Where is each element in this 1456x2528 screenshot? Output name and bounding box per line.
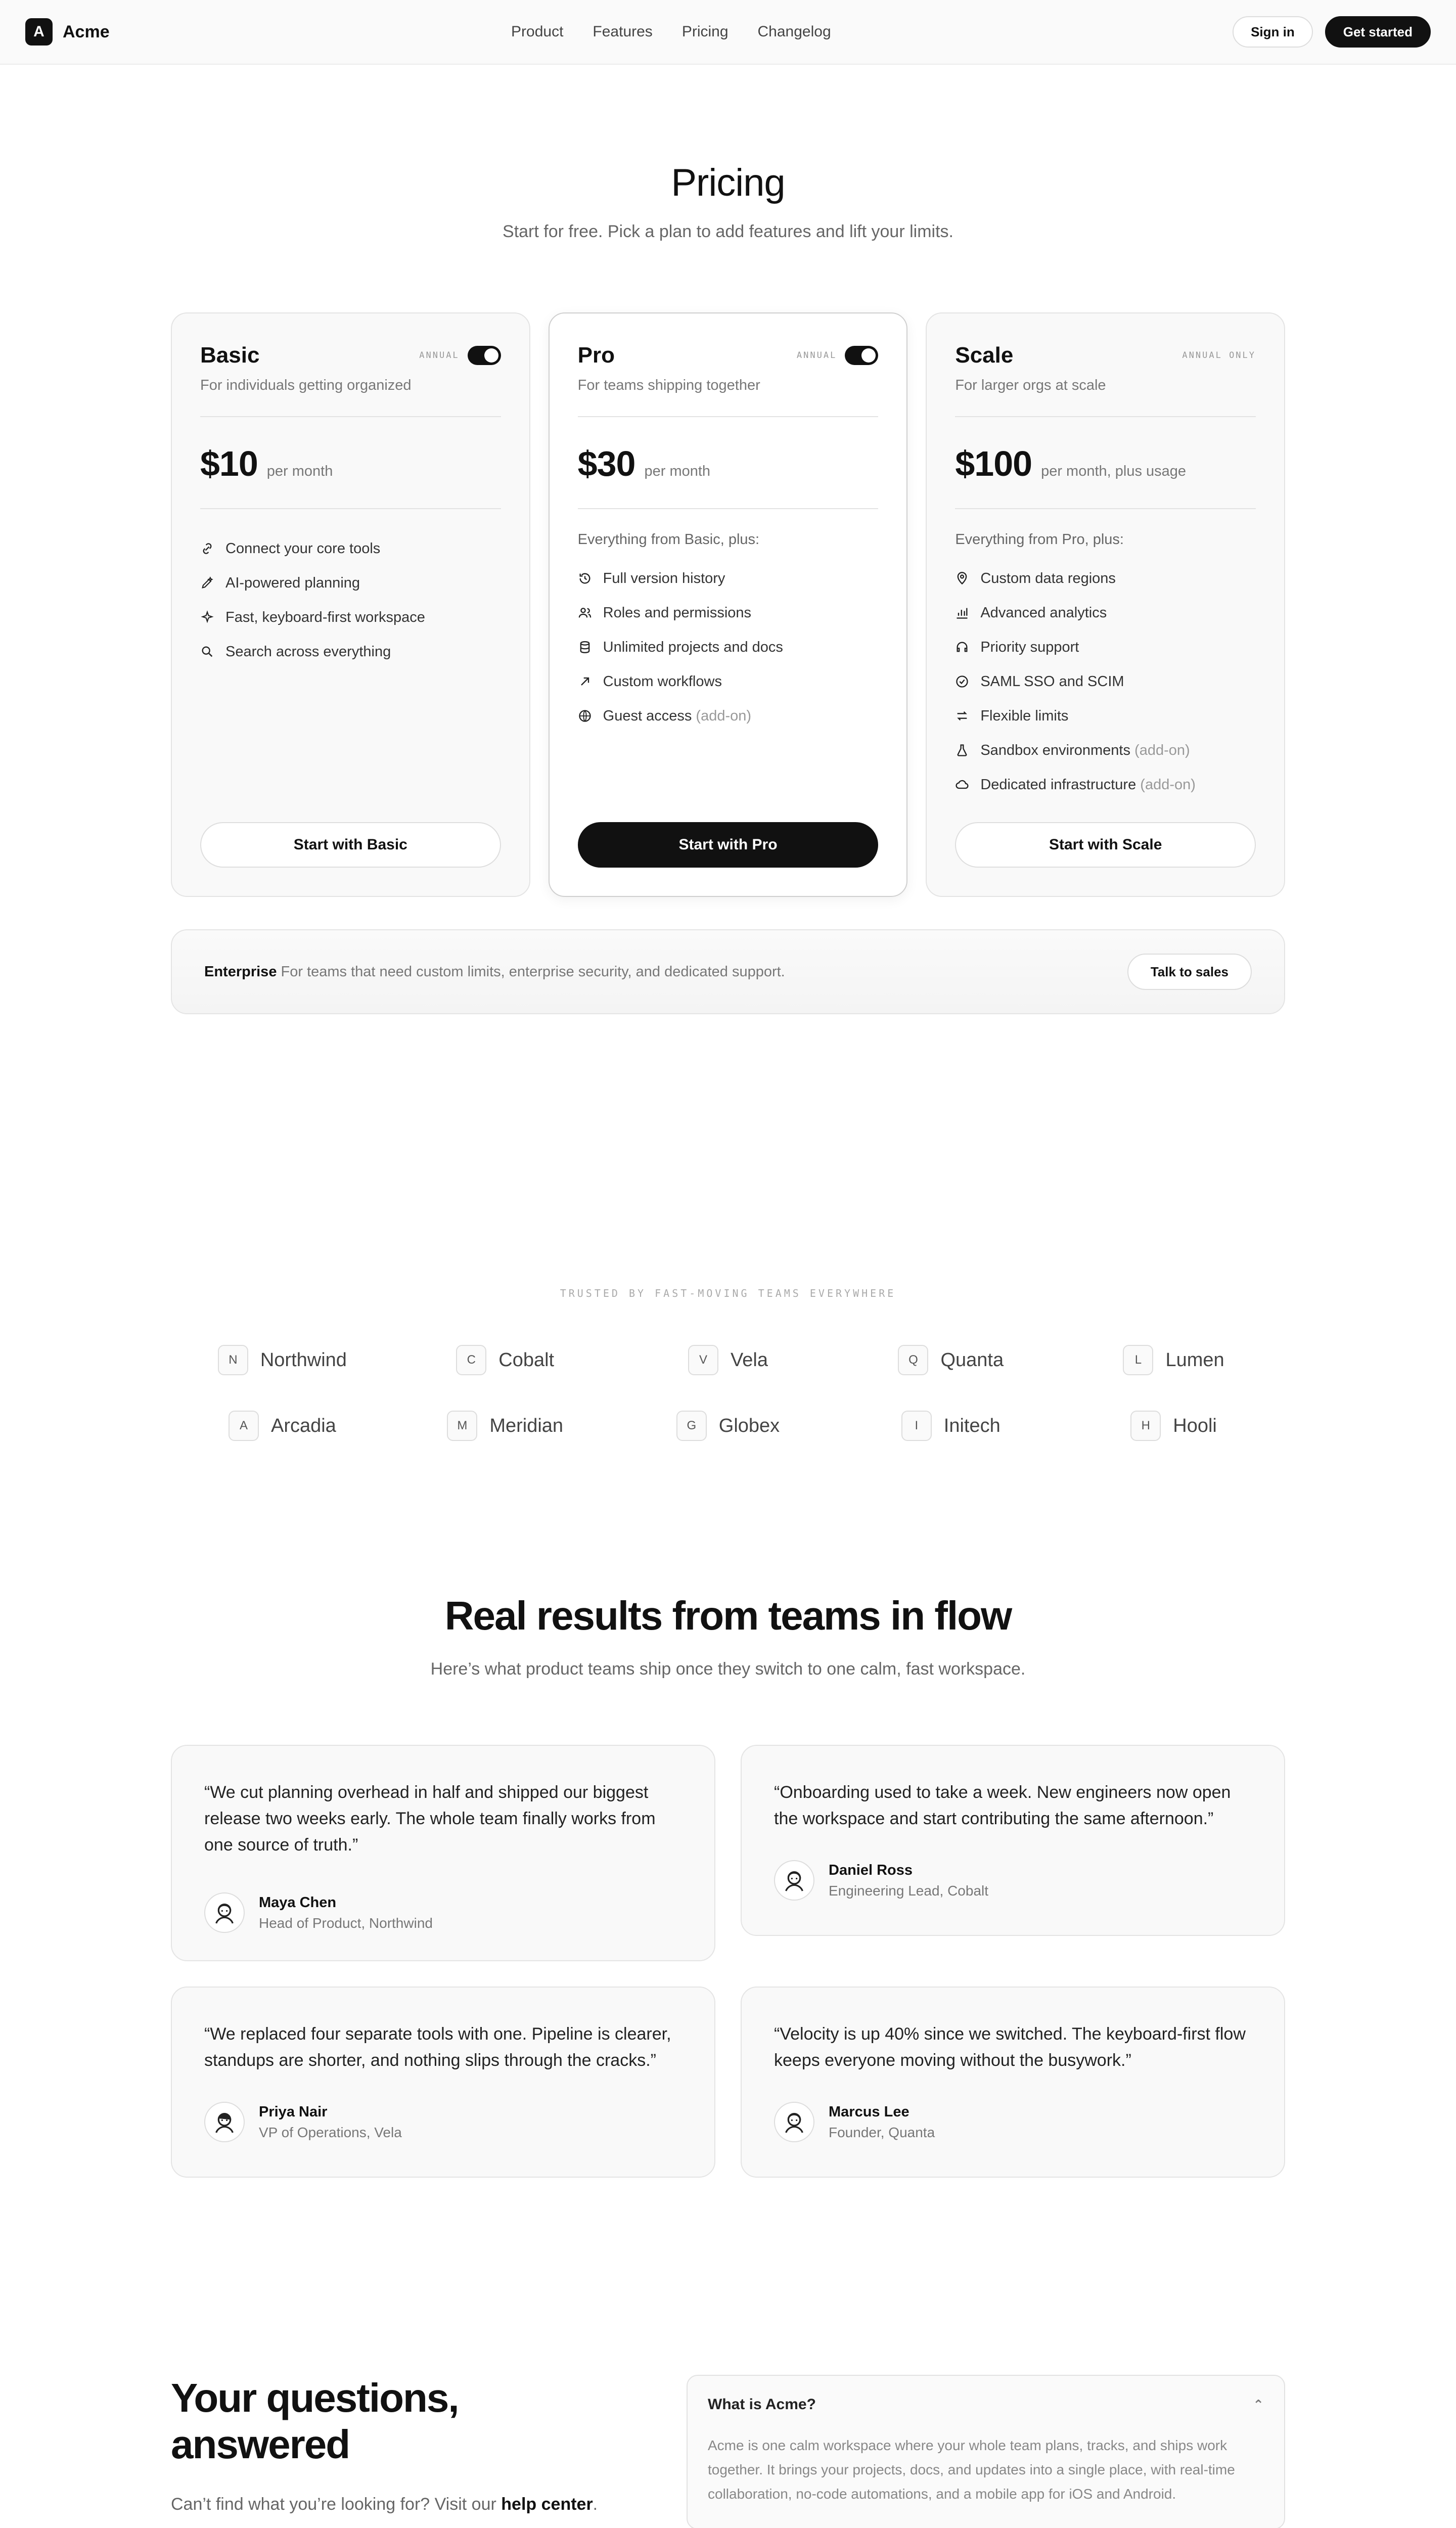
plan-name: Basic xyxy=(200,343,260,368)
plan-feature-text: Custom data regions xyxy=(980,570,1116,586)
help-center-link[interactable]: help center xyxy=(501,2495,593,2514)
plan-cta-button[interactable]: Start with Scale xyxy=(955,822,1256,868)
plan-feature-text: Unlimited projects and docs xyxy=(603,639,783,655)
testimonial-card xyxy=(741,1745,1285,1936)
plan-feature-text: Flexible limits xyxy=(980,707,1069,724)
plan-name: Pro xyxy=(577,343,615,368)
faq-item[interactable] xyxy=(687,2375,1285,2528)
get-started-button[interactable]: Get started xyxy=(1325,16,1431,48)
pricing-header xyxy=(0,65,1456,242)
faq-section xyxy=(171,2375,1285,2528)
plan-period: per month xyxy=(644,463,711,479)
chart-icon xyxy=(955,606,969,620)
faq-lead xyxy=(171,2491,636,2517)
avatar xyxy=(774,2102,814,2142)
plan-description: For larger orgs at scale xyxy=(955,377,1256,417)
customer-logos xyxy=(171,1345,1285,1441)
plan-feature-text: Full version history xyxy=(603,570,725,586)
faq-answer: Acme is one calm workspace where your whole team plans, tracks, and ships work together. It brings your projects, docs, and updates into a single place, with real-time collaboration, no-code automations, and a mobile app for iOS and Android. xyxy=(708,2437,1235,2502)
enterprise-name: Enterprise xyxy=(204,963,277,980)
logo-name: Lumen xyxy=(1165,1349,1224,1371)
enterprise-banner xyxy=(171,929,1285,1014)
avatar xyxy=(774,1860,814,1901)
plan-cards xyxy=(171,312,1285,897)
annual-toggle[interactable] xyxy=(845,346,878,365)
avatar xyxy=(204,1892,245,1933)
plan-feature xyxy=(200,600,501,635)
plan-feature xyxy=(955,733,1256,768)
logo-name: Vela xyxy=(731,1349,768,1371)
plan-feature xyxy=(578,630,879,664)
author-role: Founder, Quanta xyxy=(829,2124,935,2140)
plan-description: For individuals getting organized xyxy=(200,377,501,417)
billing-label: ANNUAL xyxy=(796,350,837,360)
billing-toggle-row xyxy=(1182,350,1256,360)
workflow-icon xyxy=(578,674,592,689)
nav-links xyxy=(511,23,831,40)
author-name: Daniel Ross xyxy=(829,1862,913,1878)
testimonial-quote: “We replaced four separate tools with one. Pipeline is clearer, standups are shorter, and nothing slips through the cracks.” xyxy=(204,2024,671,2070)
logo-name: Globex xyxy=(718,1415,780,1436)
billing-toggle-row xyxy=(797,346,878,365)
plan-feature-text: Custom workflows xyxy=(603,673,722,690)
testimonial-quote: “Onboarding used to take a week. New engineers now open the workspace and start contributing the same afternoon.” xyxy=(774,1783,1231,1828)
plan-feature xyxy=(578,699,879,733)
nav-link-product[interactable]: Product xyxy=(511,23,564,40)
logo-name: Meridian xyxy=(489,1415,564,1436)
globe-icon xyxy=(578,709,592,723)
logo-monogram: C xyxy=(456,1345,486,1375)
plan-name: Scale xyxy=(955,343,1014,368)
plan-feature xyxy=(955,630,1256,664)
faq-intro xyxy=(171,2375,636,2528)
plan-features xyxy=(578,531,879,733)
annual-toggle[interactable] xyxy=(468,346,501,365)
addon-label: (add-on) xyxy=(1140,776,1196,793)
author-role: VP of Operations, Vela xyxy=(259,2124,402,2140)
chevron-up-icon: ⌃ xyxy=(1253,2397,1264,2412)
customer-logo-vela xyxy=(617,1345,840,1375)
logo-monogram: L xyxy=(1123,1345,1153,1375)
logo-monogram: V xyxy=(688,1345,718,1375)
logo-name: Quanta xyxy=(940,1349,1004,1371)
customer-logo-cobalt xyxy=(394,1345,617,1375)
testimonial-card xyxy=(741,1987,1285,2178)
plan-cta-button[interactable]: Start with Basic xyxy=(200,822,501,868)
customer-logo-initech xyxy=(839,1411,1062,1441)
customer-logo-northwind xyxy=(171,1345,394,1375)
plan-feature xyxy=(200,531,501,566)
faq-title: Your questions, answered xyxy=(171,2375,459,2467)
plan-price-row xyxy=(578,417,879,509)
nav-link-changelog[interactable]: Changelog xyxy=(757,23,831,40)
plan-price: $10 xyxy=(200,444,258,483)
logo-name: Cobalt xyxy=(498,1349,555,1371)
logo-name: Hooli xyxy=(1173,1415,1217,1436)
addon-label: (add-on) xyxy=(696,707,752,724)
cloud-icon xyxy=(955,778,969,792)
link-icon xyxy=(200,541,214,556)
plan-feature xyxy=(200,635,501,669)
pricing-subtitle: Start for free. Pick a plan to add features and lift your limits. xyxy=(503,222,953,241)
results-title: Real results from teams in flow xyxy=(444,1593,1012,1638)
pricing-title: Pricing xyxy=(671,161,785,204)
plan-feature xyxy=(955,768,1256,802)
history-icon xyxy=(578,571,592,585)
plan-feature xyxy=(578,664,879,699)
plan-price: $100 xyxy=(955,444,1032,483)
logo-mark: A xyxy=(25,18,53,46)
plan-feature-text: SAML SSO and SCIM xyxy=(980,673,1124,690)
enterprise-text xyxy=(204,964,785,980)
testimonial-author xyxy=(774,2102,1252,2142)
results-header xyxy=(0,1593,1456,1679)
testimonial-card xyxy=(171,1987,715,2178)
testimonial-author xyxy=(774,1860,1252,1901)
map-pin-icon xyxy=(955,571,969,585)
plan-features xyxy=(200,531,501,669)
billing-toggle-row xyxy=(419,346,500,365)
plan-feature-text: Sandbox environments (add-on) xyxy=(980,742,1190,758)
sparkle-pen-icon xyxy=(200,576,214,590)
testimonial-author xyxy=(204,2102,682,2142)
arrows-icon xyxy=(955,709,969,723)
plan-features-intro: Everything from Pro, plus: xyxy=(955,531,1124,548)
logo-monogram: Q xyxy=(898,1345,928,1375)
plan-feature xyxy=(955,664,1256,699)
logo-monogram: H xyxy=(1130,1411,1161,1441)
results-subtitle: Here’s what product teams ship once they switch to one calm, fast workspace. xyxy=(430,1659,1026,1679)
sparkle-icon xyxy=(200,610,214,624)
author-role: Head of Product, Northwind xyxy=(259,1915,433,1931)
plan-price: $30 xyxy=(577,444,635,483)
plan-features xyxy=(955,531,1256,802)
testimonial-quote: “We cut planning overhead in half and shipped our biggest release two weeks early. The whole team finally works from one source of truth.” xyxy=(204,1783,656,1855)
plan-feature-text: Search across everything xyxy=(225,643,391,660)
plan-description: For teams shipping together xyxy=(578,377,879,417)
plan-feature-text: Connect your core tools xyxy=(225,540,381,557)
author-role: Engineering Lead, Cobalt xyxy=(829,1882,989,1899)
plan-feature-text: Roles and permissions xyxy=(603,604,752,621)
plan-feature xyxy=(955,561,1256,596)
logo-name: Arcadia xyxy=(270,1415,336,1436)
faq-lead-text: Can’t find what you’re looking for? Visit our xyxy=(171,2495,496,2514)
plan-feature-text: Fast, keyboard-first workspace xyxy=(225,609,425,625)
faq-lead-suffix: . xyxy=(593,2495,598,2514)
brand-name: Acme xyxy=(63,22,110,41)
plan-card-pro xyxy=(549,312,908,897)
plan-feature-text: Dedicated infrastructure (add-on) xyxy=(980,776,1196,793)
nav-link-features[interactable]: Features xyxy=(593,23,653,40)
plan-feature xyxy=(578,561,879,596)
plan-feature xyxy=(578,596,879,630)
customer-logo-arcadia xyxy=(171,1411,394,1441)
shield-check-icon xyxy=(955,674,969,689)
plan-period: per month xyxy=(266,463,333,479)
plan-feature xyxy=(955,596,1256,630)
author-name: Maya Chen xyxy=(259,1894,337,1911)
faq-question[interactable]: What is Acme? ⌃ xyxy=(708,2396,1264,2413)
logo-monogram: I xyxy=(901,1411,932,1441)
plan-card-basic xyxy=(171,312,530,897)
billing-label: ANNUAL ONLY xyxy=(1182,350,1256,360)
logo-monogram: G xyxy=(676,1411,707,1441)
plan-feature xyxy=(200,566,501,600)
testimonials xyxy=(171,1745,1285,2178)
talk-to-sales-button[interactable]: Talk to sales xyxy=(1127,954,1252,990)
testimonial-quote: “Velocity is up 40% since we switched. The keyboard-first flow keeps everyone moving without the busywork.” xyxy=(774,2024,1246,2070)
trusted-label: TRUSTED BY FAST-MOVING TEAMS EVERYWHERE xyxy=(560,1287,896,1299)
testimonial-author xyxy=(204,1892,682,1933)
addon-label: (add-on) xyxy=(1134,742,1190,758)
plan-period: per month, plus usage xyxy=(1041,463,1187,479)
plan-price-row xyxy=(955,417,1256,509)
plan-feature-text: AI-powered planning xyxy=(225,574,360,591)
headset-icon xyxy=(955,640,969,654)
customer-logo-lumen xyxy=(1062,1345,1285,1375)
logo-monogram: N xyxy=(218,1345,248,1375)
nav-link-pricing[interactable]: Pricing xyxy=(681,23,729,40)
plan-price-row xyxy=(200,417,501,509)
brand[interactable] xyxy=(25,18,110,46)
database-icon xyxy=(578,640,592,654)
customer-logo-globex xyxy=(617,1411,840,1441)
search-icon xyxy=(200,645,214,659)
plan-feature xyxy=(955,699,1256,733)
customer-logo-meridian xyxy=(394,1411,617,1441)
top-nav xyxy=(0,0,1456,65)
customer-logo-hooli xyxy=(1062,1411,1285,1441)
plan-card-scale xyxy=(926,312,1285,897)
logo-monogram: M xyxy=(447,1411,477,1441)
plan-feature-text: Guest access (add-on) xyxy=(603,707,752,724)
flask-icon xyxy=(955,743,969,757)
plan-features-intro: Everything from Basic, plus: xyxy=(577,531,760,548)
enterprise-description: For teams that need custom limits, enterprise security, and dedicated support. xyxy=(281,963,785,980)
customer-logo-quanta xyxy=(839,1345,1062,1375)
sign-in-button[interactable]: Sign in xyxy=(1233,16,1313,48)
author-name: Priya Nair xyxy=(259,2103,328,2120)
logo-name: Northwind xyxy=(260,1349,347,1371)
plan-feature-text: Advanced analytics xyxy=(980,604,1107,621)
plan-feature-text: Priority support xyxy=(980,639,1079,655)
author-name: Marcus Lee xyxy=(829,2103,909,2120)
testimonial-card xyxy=(171,1745,715,1961)
logo-monogram: A xyxy=(229,1411,259,1441)
users-icon xyxy=(578,606,592,620)
nav-actions xyxy=(1233,16,1431,48)
avatar xyxy=(204,2102,245,2142)
billing-label: ANNUAL xyxy=(419,350,460,360)
plan-cta-button[interactable]: Start with Pro xyxy=(578,822,879,868)
logo-name: Initech xyxy=(943,1415,1000,1436)
faq-list xyxy=(687,2375,1285,2528)
